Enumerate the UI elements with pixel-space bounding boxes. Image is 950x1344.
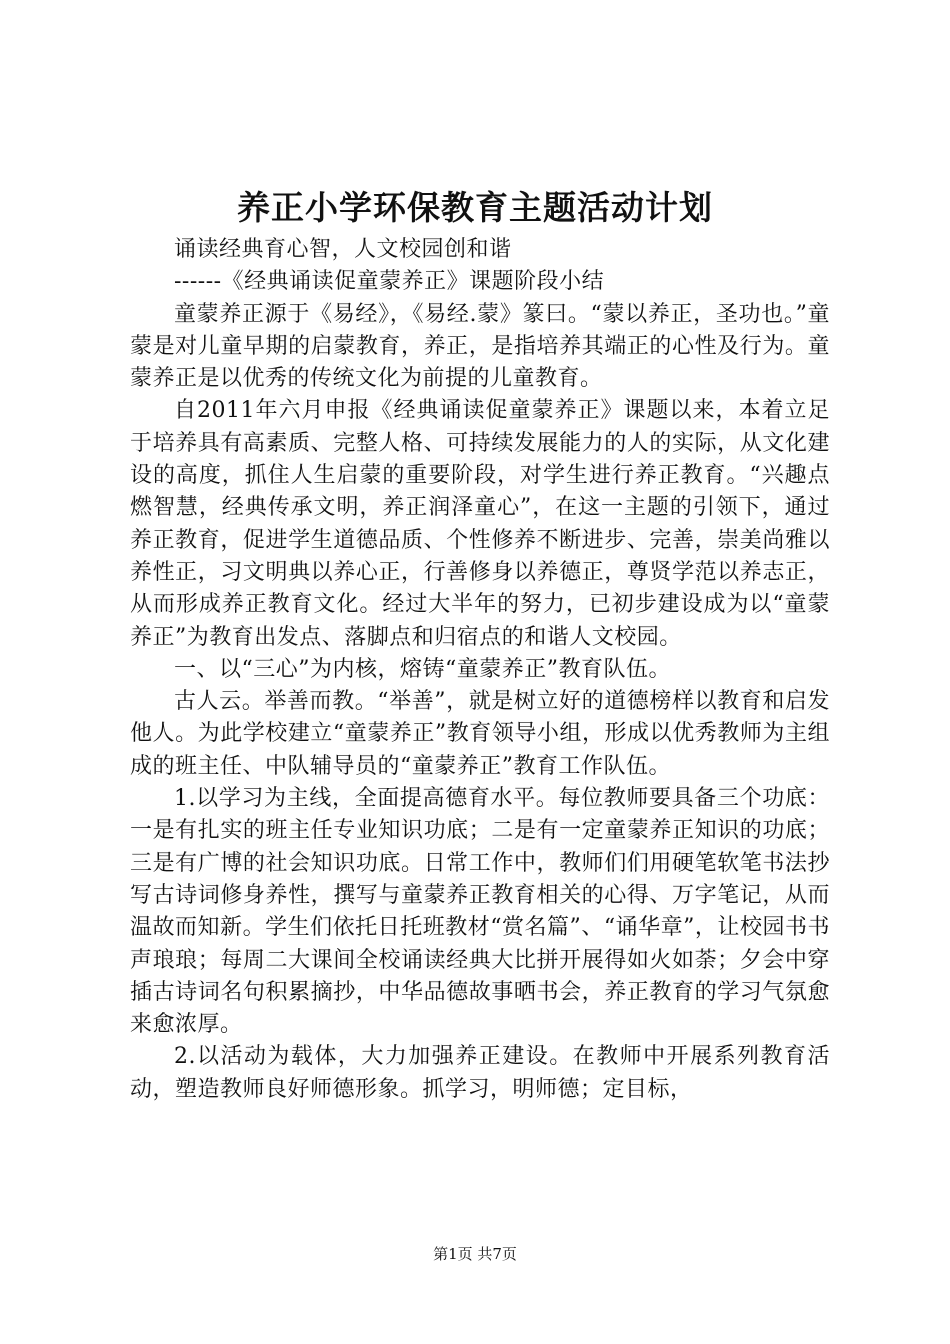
paragraph-item-2: 2.以活动为载体，大力加强养正建设。在教师中开展系列教育活动，塑造教师良好师德形象。抓学习，明师德；定目标， bbox=[130, 1044, 830, 1102]
document-body bbox=[130, 234, 830, 1106]
document-title: 养正小学环保教育主题活动计划 bbox=[237, 188, 713, 227]
page-number-footer: 第1页 共7页 bbox=[433, 1245, 517, 1263]
paragraph-intro: 童蒙养正源于《易经》，《易经.蒙》篆曰。“蒙以养正，圣功也。”童蒙是对儿童早期的启蒙教育，养正，是指培养其端正的心性及行为。童蒙养正是以优秀的传统文化为前提的儿童教育。 bbox=[130, 301, 830, 392]
subtitle-line: 诵读经典育心智，人文校园创和谐 bbox=[174, 237, 512, 262]
paragraph-section-1: 古人云。举善而教。“举善”，就是树立好的道德榜样以教育和启发他人。为此学校建立“童蒙养正”教育领导小组，形成以优秀教师为主组成的班主任、中队辅导员的“童蒙养正”教育工作队伍。 bbox=[130, 689, 830, 779]
paragraph-background: 自2011年六月申报《经典诵读促童蒙养正》课题以来，本着立足于培养具有高素质、完整人格、可持续发展能力的人的实际，从文化建设的高度，抓住人生启蒙的重要阶段，对学生进行养正教育。“兴趣点燃智慧，经典传承文明，养正润泽童心”，在这一主题的引领下，通过养正教育，促进学生道德品质、个性修养不断进步、完善，崇美尚雅以养性正，习文明典以养心正，行善修身以养德正，尊贤学范以养志正，从而形成养正教育文化。经过大半年的努力，已初步建设成为以“童蒙养正”为教育出发点、落脚点和归宿点的和谐人文校园。 bbox=[130, 398, 830, 650]
subtitle-source-line: ------《经典诵读促童蒙养正》课题阶段小结 bbox=[174, 269, 605, 295]
paragraph-item-1: 1.以学习为主线，全面提高德育水平。每位教师要具备三个功底：一是有扎实的班主任专业知识功底；二是有一定童蒙养正知识的功底；三是有广博的社会知识功底。日常工作中，教师们们用硬笔软笔书法抄写古诗词修身养性，撰写与童蒙养正教育相关的心得、万字笔记，从而温故而知新。学生们依托日托班教材“赏名篇”、“诵华章”，让校园书书声琅琅；每周二大课间全校诵读经典大比拼开展得如火如荼；夕会中穿插古诗词名句积累摘抄，中华品德故事晒书会，养正教育的学习气氛愈来愈浓厚。 bbox=[130, 786, 830, 1038]
section-heading-1: 一、以“三心”为内核，熔铸“童蒙养正”教育队伍。 bbox=[174, 656, 671, 682]
